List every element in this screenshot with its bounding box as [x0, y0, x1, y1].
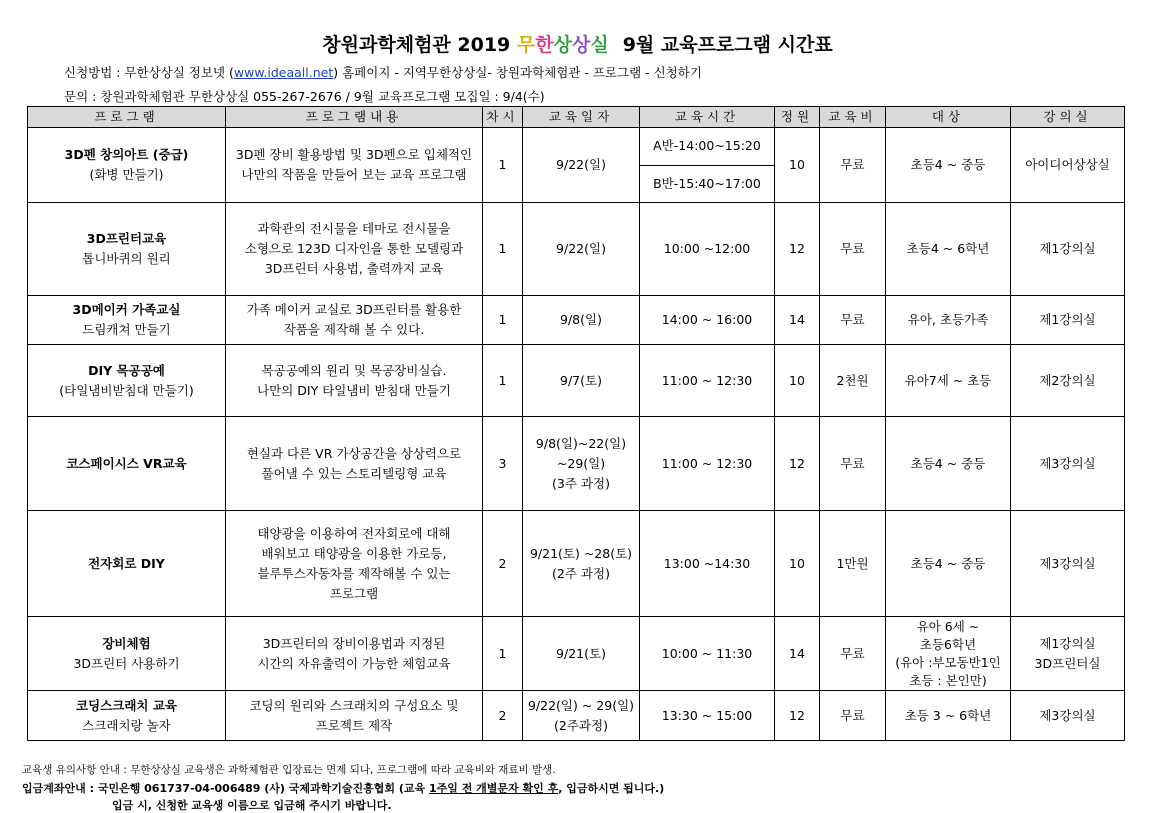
room-cell [1011, 417, 1125, 511]
date-cell [523, 511, 640, 617]
target-cell [886, 203, 1011, 296]
room-cell-line: 제1강의실 [1039, 312, 1096, 327]
content-cell-line: 소형으로 123D 디자인을 통한 모델링과 [244, 241, 464, 256]
program-cell [28, 203, 226, 296]
fee-cell: 무료 [820, 617, 886, 691]
room-cell [1011, 617, 1125, 691]
sessions-cell: 3 [483, 417, 523, 511]
content-cell-line: 프로그램 [329, 585, 379, 601]
content-cell [226, 296, 483, 345]
program-name: 전자회로 DIY [88, 555, 165, 571]
room-cell [1011, 203, 1125, 296]
capacity-cell: 10 [775, 345, 820, 417]
date-cell-line: (3주 과정) [552, 475, 610, 491]
sessions-cell: 1 [483, 203, 523, 296]
capacity-cell: 10 [775, 128, 820, 203]
header-date: 교육일자 [523, 107, 640, 128]
content-cell-line: 프로젝트 제작 [315, 717, 393, 733]
target-cell-line: 유아 6세 ~ [916, 618, 980, 634]
room-cell-line: 제1강의실 [1039, 635, 1096, 651]
time-cell-a: A반-14:00~15:20 [640, 128, 775, 166]
content-cell-line: 현실과 다른 VR 가상공간을 상상력으로 [246, 445, 462, 461]
content-cell [226, 617, 483, 691]
date-cell-line: (2주과정) [554, 717, 608, 733]
content-cell-line: 시간의 자유출력이 가능한 체험교육 [257, 655, 451, 671]
program-cell [28, 296, 226, 345]
program-subtitle: 스크래치랑 놀자 [82, 717, 171, 733]
time-cell: 14:00 ~ 16:00 [640, 296, 775, 345]
date-cell-line: 9/21(토) [556, 645, 606, 661]
contact-info: 문의 : 창원과학체험관 무한상상실 055-267-2676 / 9월 교육프로그램 모집일 : 9/4(수) [64, 89, 545, 104]
target-cell-line: 초등4 ~ 중등 [910, 157, 986, 172]
capacity-cell: 12 [775, 691, 820, 741]
date-cell [523, 203, 640, 296]
title-letter-3: 상 [553, 34, 572, 56]
sessions-cell: 1 [483, 128, 523, 203]
account-info: 입금계좌안내 : 국민은행 061737-04-006489 (사) 국제과학기술진흥협회 (교육 1주일 전 개별문자 확인 후, 입금하시면 됩니다.) [22, 782, 665, 795]
target-cell-line: 유아7세 ~ 초등 [904, 372, 992, 388]
capacity-cell: 14 [775, 617, 820, 691]
time-cell: 13:00 ~14:30 [640, 511, 775, 617]
content-cell [226, 345, 483, 417]
target-cell-line: (유아 :부모동반1인 [895, 654, 1001, 670]
capacity-cell: 14 [775, 296, 820, 345]
header-target: 대상 [886, 107, 1011, 128]
header-fee: 교육비 [820, 107, 886, 128]
program-cell [28, 128, 226, 203]
program-name: 장비체험 [102, 635, 151, 651]
target-cell [886, 617, 1011, 691]
time-cell: 11:00 ~ 12:30 [640, 345, 775, 417]
apply-method: 신청방법 : 무한상상실 정보넷 (www.ideaall.net) 홈페이지 - 지역무한상상실- 창원과학체험관 - 프로그램 - 신청하기 [64, 65, 702, 80]
target-cell-line: 유아, 초등가족 [907, 312, 989, 327]
table-row [28, 345, 1125, 417]
ideaall-link[interactable]: www.ideaall.net [233, 65, 334, 80]
content-cell [226, 417, 483, 511]
target-cell-line: 초등4 ~ 중등 [910, 455, 986, 471]
title-letter-4: 상 [571, 34, 591, 56]
capacity-cell: 12 [775, 417, 820, 511]
header-sessions: 차시 [483, 107, 523, 128]
program-cell [28, 511, 226, 617]
program-subtitle: 3D프린터 사용하기 [73, 655, 180, 671]
program-subtitle: (화병 만들기) [89, 167, 164, 182]
content-cell [226, 128, 483, 203]
sessions-cell: 1 [483, 345, 523, 417]
capacity-cell: 12 [775, 203, 820, 296]
deposit-notice: 입금 시, 신청한 교육생 이름으로 입금해 주시기 바랍니다. [112, 799, 392, 812]
room-cell-line: 제2강의실 [1039, 372, 1096, 388]
table-row [28, 511, 1125, 617]
content-cell [226, 203, 483, 296]
title-letter-2: 한 [535, 34, 554, 56]
date-cell [523, 617, 640, 691]
target-cell-line: 초등6학년 [919, 636, 977, 652]
table-row [28, 417, 1125, 511]
content-cell-line: 태양광을 이용하여 전자회로에 대해 [257, 525, 451, 541]
page-title: 창원과학체험관 2019 무한상상실 9월 교육프로그램 시간표 [322, 34, 833, 56]
program-cell [28, 617, 226, 691]
content-cell-line: 나만의 작품을 만들어 보는 교육 프로그램 [241, 167, 467, 182]
date-cell-line: 9/21(토) ~28(토) [529, 545, 633, 561]
room-cell [1011, 691, 1125, 741]
target-cell [886, 691, 1011, 741]
room-cell-line: 제1강의실 [1039, 241, 1096, 256]
fee-cell: 무료 [820, 691, 886, 741]
content-cell-line: 과학관의 전시물을 테마로 전시물을 [257, 221, 451, 236]
date-cell [523, 345, 640, 417]
table-row [28, 128, 1125, 166]
content-cell-line: 코딩의 원리와 스크래치의 구성요소 및 [249, 697, 459, 713]
title-letter-5: 실 [590, 34, 609, 56]
program-cell [28, 345, 226, 417]
room-cell [1011, 345, 1125, 417]
date-cell-line: ~29(일) [556, 455, 606, 471]
room-cell [1011, 296, 1125, 345]
program-subtitle: (타일냄비받침대 만들기) [59, 382, 194, 398]
sessions-cell: 2 [483, 691, 523, 741]
sessions-cell: 1 [483, 617, 523, 691]
time-cell: 10:00 ~12:00 [640, 203, 775, 296]
date-cell-line: (2주 과정) [552, 565, 610, 581]
content-cell-line: 가족 메이커 교실로 3D프린터를 활용한 [246, 302, 462, 317]
fee-cell: 2천원 [820, 345, 886, 417]
room-cell-line: 3D프린터실 [1034, 655, 1101, 671]
room-cell-line: 아이디어상상실 [1025, 157, 1110, 172]
fee-cell: 무료 [820, 203, 886, 296]
sessions-cell: 1 [483, 296, 523, 345]
target-cell [886, 296, 1011, 345]
program-name: 코딩스크래치 교육 [76, 697, 177, 713]
time-cell-b: B반-15:40~17:00 [640, 165, 775, 203]
schedule-table [27, 106, 1125, 741]
program-subtitle: 드림캐쳐 만들기 [82, 322, 171, 337]
header-room: 강의실 [1011, 107, 1125, 128]
content-cell-line: 3D펜 장비 활용방법 및 3D펜으로 입체적인 [235, 147, 473, 162]
content-cell-line: 배워보고 태양광을 이용한 가로등, [261, 545, 447, 561]
table-row [28, 617, 1125, 691]
fee-cell: 무료 [820, 128, 886, 203]
capacity-cell: 10 [775, 511, 820, 617]
table-row [28, 691, 1125, 741]
program-name: 3D메이커 가족교실 [72, 302, 181, 317]
header-capacity: 정원 [775, 107, 820, 128]
sessions-cell: 2 [483, 511, 523, 617]
room-cell [1011, 511, 1125, 617]
header-time: 교육시간 [640, 107, 775, 128]
date-cell-line: 9/7(토) [560, 372, 602, 388]
table-header-row [28, 107, 1125, 128]
table-row [28, 203, 1125, 296]
fee-cell: 1만원 [820, 511, 886, 617]
program-name: DIY 목공공예 [88, 362, 165, 378]
program-subtitle: 톱니바퀴의 원리 [82, 251, 171, 266]
program-name: 코스페이시스 VR교육 [66, 455, 187, 471]
target-cell-line: 초등4 ~ 중등 [910, 555, 986, 571]
time-cell: 10:00 ~ 11:30 [640, 617, 775, 691]
title-letter-1: 무 [516, 34, 536, 56]
content-cell [226, 511, 483, 617]
date-cell [523, 296, 640, 345]
date-cell-line: 9/22(일) [556, 157, 606, 172]
content-cell-line: 나만의 DIY 타일냄비 받침대 만들기 [257, 382, 451, 398]
time-cell: 11:00 ~ 12:30 [640, 417, 775, 511]
content-cell-line: 3D프린터 사용법, 출력까지 교육 [264, 261, 444, 276]
program-name: 3D펜 창의아트 (중급) [64, 147, 189, 162]
target-cell [886, 417, 1011, 511]
content-cell-line: 3D프린터의 장비이용법과 지정된 [262, 635, 446, 651]
date-cell-line: 9/8(일)~22(일) [535, 435, 627, 451]
target-cell-line: 초등4 ~ 6학년 [906, 241, 990, 256]
target-cell [886, 345, 1011, 417]
program-cell [28, 417, 226, 511]
content-cell-line: 블루투스자동차를 제작해볼 수 있는 [257, 565, 451, 581]
date-cell [523, 417, 640, 511]
header-content: 프로그램내용 [226, 107, 483, 128]
content-cell-line: 목공공예의 원리 및 목공장비실습. [261, 362, 447, 378]
date-cell [523, 691, 640, 741]
room-cell-line: 제3강의실 [1039, 707, 1096, 723]
header-program: 프로그램 [28, 107, 226, 128]
target-cell [886, 128, 1011, 203]
fee-cell: 무료 [820, 417, 886, 511]
date-cell-line: 9/8(일) [560, 312, 602, 327]
date-cell-line: 9/22(일) [556, 241, 606, 256]
content-cell-line: 풀어낼 수 있는 스토리텔링형 교육 [261, 465, 447, 481]
time-cell: 13:30 ~ 15:00 [640, 691, 775, 741]
target-cell-line: 초등 : 본인만) [909, 672, 987, 688]
target-cell-line: 초등 3 ~ 6학년 [904, 707, 992, 723]
date-cell [523, 128, 640, 203]
content-cell-line: 작품을 제작해 볼 수 있다. [283, 322, 425, 337]
program-name: 3D프린터교육 [86, 231, 167, 246]
program-cell [28, 691, 226, 741]
room-cell-line: 제3강의실 [1039, 455, 1096, 471]
date-cell-line: 9/22(일) ~ 29(일) [527, 697, 635, 713]
fee-cell: 무료 [820, 296, 886, 345]
target-cell [886, 511, 1011, 617]
room-cell-line: 제3강의실 [1039, 555, 1096, 571]
content-cell [226, 691, 483, 741]
room-cell [1011, 128, 1125, 203]
notice-text: 교육생 유의사항 안내 : 무한상상실 교육생은 과학체험관 입장료는 면제 되나, 프로그램에 따라 교육비와 재료비 발생. [22, 764, 556, 776]
table-row [28, 296, 1125, 345]
